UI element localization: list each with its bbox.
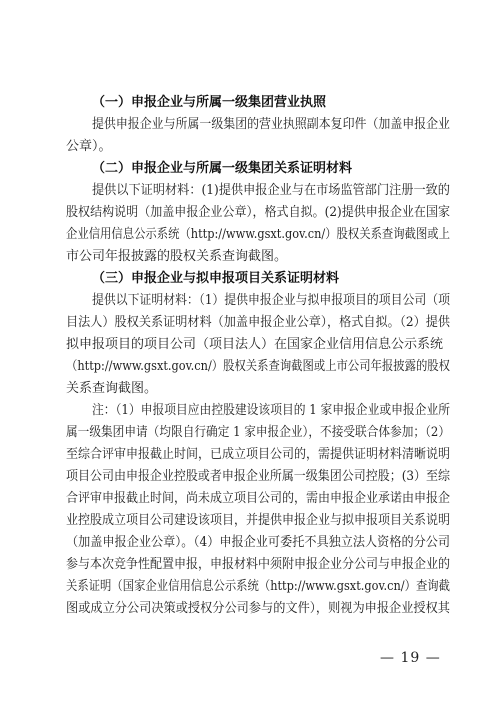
paragraph-line: [0, 334, 500, 356]
paragraph-line: [0, 136, 500, 158]
paragraph-line: [0, 400, 500, 422]
paragraph-line: [0, 246, 500, 268]
paragraph-line: [0, 554, 500, 576]
paragraph-line: [0, 488, 500, 510]
text-line: （http://www.gsxt.gov.cn/）股权关系查询截图或上市公司年报披露的股权: [66, 359, 450, 374]
paragraph-line: [0, 510, 500, 532]
text-line: 属一级集团申请（均限自行确定 1 家申报企业），不接受联合体参加；（2）: [66, 425, 451, 440]
paragraph-line: [0, 532, 500, 554]
paragraph-line: [0, 466, 500, 488]
text-line: 提供申报企业与所属一级集团的营业执照副本复印件（加盖申报企业: [92, 117, 450, 132]
section-heading: [0, 92, 500, 114]
paragraph-line: [0, 312, 500, 334]
section-heading: [0, 268, 500, 290]
text-line: 市公司年报披露的股权关系查询截图。: [66, 249, 288, 264]
paragraph-line: [0, 576, 500, 598]
section-heading-text: （二）申报企业与所属一级集团关系证明材料: [92, 161, 353, 176]
text-line: 图或成立分公司决策或授权分公司参与的文件），则视为申报企业授权其: [66, 601, 451, 616]
text-line: 公章）。: [66, 139, 112, 154]
paragraph-line: [0, 202, 500, 224]
text-line: 拟申报项目的项目公司（项目法人）在国家企业信用信息公示系统: [66, 337, 444, 352]
text-line: （加盖申报企业公章）。（4）申报企业可委托不具独立法人资格的分公司: [66, 535, 451, 550]
text-line: 项目公司由申报企业控股或者申报企业所属一级集团公司控股；(3）至综: [66, 469, 450, 484]
paragraph-line: [0, 598, 500, 620]
text-line: 关系证明（国家企业信用信息公示系统（http://www.gsxt.gov.cn/）查询截: [66, 579, 450, 594]
paragraph-line: [0, 356, 500, 378]
text-line: 关系查询截图。: [66, 381, 158, 396]
text-line: 企业信用信息公示系统（http://www.gsxt.gov.cn/）股权关系查询截图或上: [66, 227, 450, 242]
text-line: 至综合评审申报截止时间，已成立项目公司的，需提供证明材料清晰说明: [66, 447, 450, 462]
text-line: 合评审申报截止时间，尚未成立项目公司的，需由申报企业承诺由申报企: [66, 491, 450, 506]
text-line: 目法人）股权关系证明材料（加盖申报企业公章），格式自拟。（2）提供: [66, 315, 451, 330]
text-line: 业控股成立项目公司建设该项目，并提供申报企业与拟申报项目关系说明: [66, 513, 450, 528]
paragraph-line: [0, 422, 500, 444]
paragraph-line: [0, 290, 500, 312]
section-heading-text: （一）申报企业与所属一级集团营业执照: [92, 95, 327, 110]
paragraph-line: [0, 444, 500, 466]
section-heading-text: （三）申报企业与拟申报项目关系证明材料: [92, 271, 340, 286]
text-line: 注：（1）申报项目应由控股建设该项目的 1 家申报企业或申报企业所: [92, 403, 450, 418]
paragraph-line: [0, 378, 500, 400]
paragraph-line: [0, 114, 500, 136]
text-line: 参与本次竞争性配置申报，申报材料中须附申报企业分公司与申报企业的: [66, 557, 450, 572]
page-number: — 19 —: [380, 650, 441, 666]
paragraph-line: [0, 224, 500, 246]
paragraph-line: [0, 180, 500, 202]
section-heading: [0, 158, 500, 180]
text-line: 股权结构说明（加盖申报企业公章），格式自拟。(2)提供申报企业在国家: [66, 205, 451, 220]
text-line: 提供以下证明材料：(1)提供申报企业与在市场监管部门注册一致的: [92, 183, 450, 198]
text-line: 提供以下证明材料：（1）提供申报企业与拟申报项目的项目公司（项: [92, 293, 451, 308]
